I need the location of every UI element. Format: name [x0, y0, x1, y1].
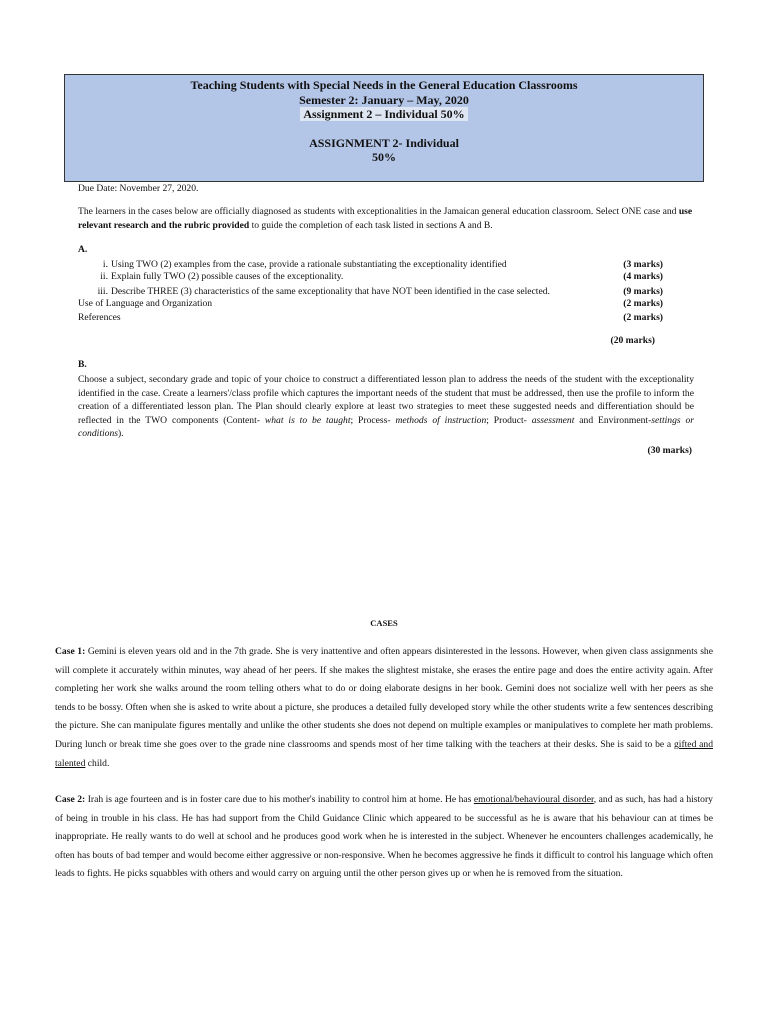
case-1-paragraph: Case 1: Gemini is eleven years old and in the 7th grade. She is very inattentive and often appears disinterested in the lessons. However, when given class assignments she will complete it accurately within minutes, way ahead of her peers. If she makes the slightest mistake, she erases the entire page and does the entire activity again. After completing her work she walks around the room telling others what to do or doing elaborate designs in her book. Gemini does not socialize well with her peers as she tends to be bossy. Often when she is asked to write about a picture, she produces a detailed fully developed story while the other students write a few sentences describing the picture. She can manipulate figures mentally and unlike the other students she does not depend on multiple examples or manipulatives to complete her math problems. During lunch or break time she goes over to the grade nine classrooms and spends most of her time talking with the teachers at their desks. She is said to be a gifted and talented child.	[55, 646, 713, 769]
section-b-paragraph: Choose a subject, secondary grade and topic of your choice to construct a differentiated lesson plan to address the needs of the student with the exceptionality identified in the case. Create a learners'/class profile which captures the important needs of the student that must be addressed, then use the profile to inform the creation of a differentiated lesson plan. The Plan should clearly explore at least two strategies to meet these suggested needs and differentiation should be reflected in the TWO components (Content- what is to be taught; Process- methods of instruction; Product- assessment and Environment-settings or conditions).	[78, 374, 695, 439]
assignment-heading: ASSIGNMENT 2- Individual	[309, 135, 459, 150]
due-date: Due Date: November 27, 2020.	[78, 183, 199, 194]
marks: (3 marks)	[623, 259, 663, 270]
assignment-highlight: Assignment 2 – Individual 50%	[300, 107, 467, 121]
case-1-label: Case 1:	[55, 646, 86, 657]
section-b-label: B.	[78, 359, 87, 370]
intro-paragraph: The learners in the cases below are officially diagnosed as students with exceptionalities in the Jamaican general education classroom. Select ONE case and use relevant research and the rubric provided to guide the completion of each task listed in sections A and B.	[78, 206, 693, 231]
intro-bold: use relevant research and the rubric provided	[78, 206, 693, 231]
course-title: Teaching Students with Special Needs in the General Education Classrooms	[190, 78, 578, 92]
marks: (4 marks)	[623, 271, 663, 282]
assignment-weight: 50%	[372, 150, 396, 164]
semester-line: Semester 2: January – May, 2020	[299, 92, 469, 107]
references-criterion: References (2 marks)	[78, 312, 663, 323]
case-2-paragraph: Case 2: Irah is age fourteen and is in foster care due to his mother's inability to control him at home. He has emotional/behavioural disorder, and as such, has had a history of being in trouble in his class. He has had support from the Child Guidance Clinic which appeared to be successful as he is aware that his behaviour can at times be inappropriate. He really wants to do well at school and he produces good work when he is interested in the subject. Whenever he encounters challenges academically, he often has bouts of bad temper and would become either aggressive or non-responsive. When he becomes aggressive he finds it difficult to control his language which often leads to fights. He picks squabbles with others and would carry on arguing until the other person gives up or when he is removed from the situation.	[55, 794, 713, 880]
marks: (2 marks)	[623, 298, 663, 309]
cases-heading: CASES	[370, 618, 398, 628]
marks: (9 marks)	[623, 286, 663, 297]
section-a-label: A.	[78, 244, 88, 255]
assignment-header	[64, 74, 704, 182]
section-b-total: (30 marks)	[647, 445, 692, 456]
assignment-line	[65, 107, 703, 122]
language-criterion: Use of Language and Organization (2 marks)	[78, 298, 663, 309]
marks: (2 marks)	[623, 312, 663, 323]
case-2-label: Case 2:	[55, 794, 86, 805]
section-a-total: (20 marks)	[610, 335, 655, 346]
